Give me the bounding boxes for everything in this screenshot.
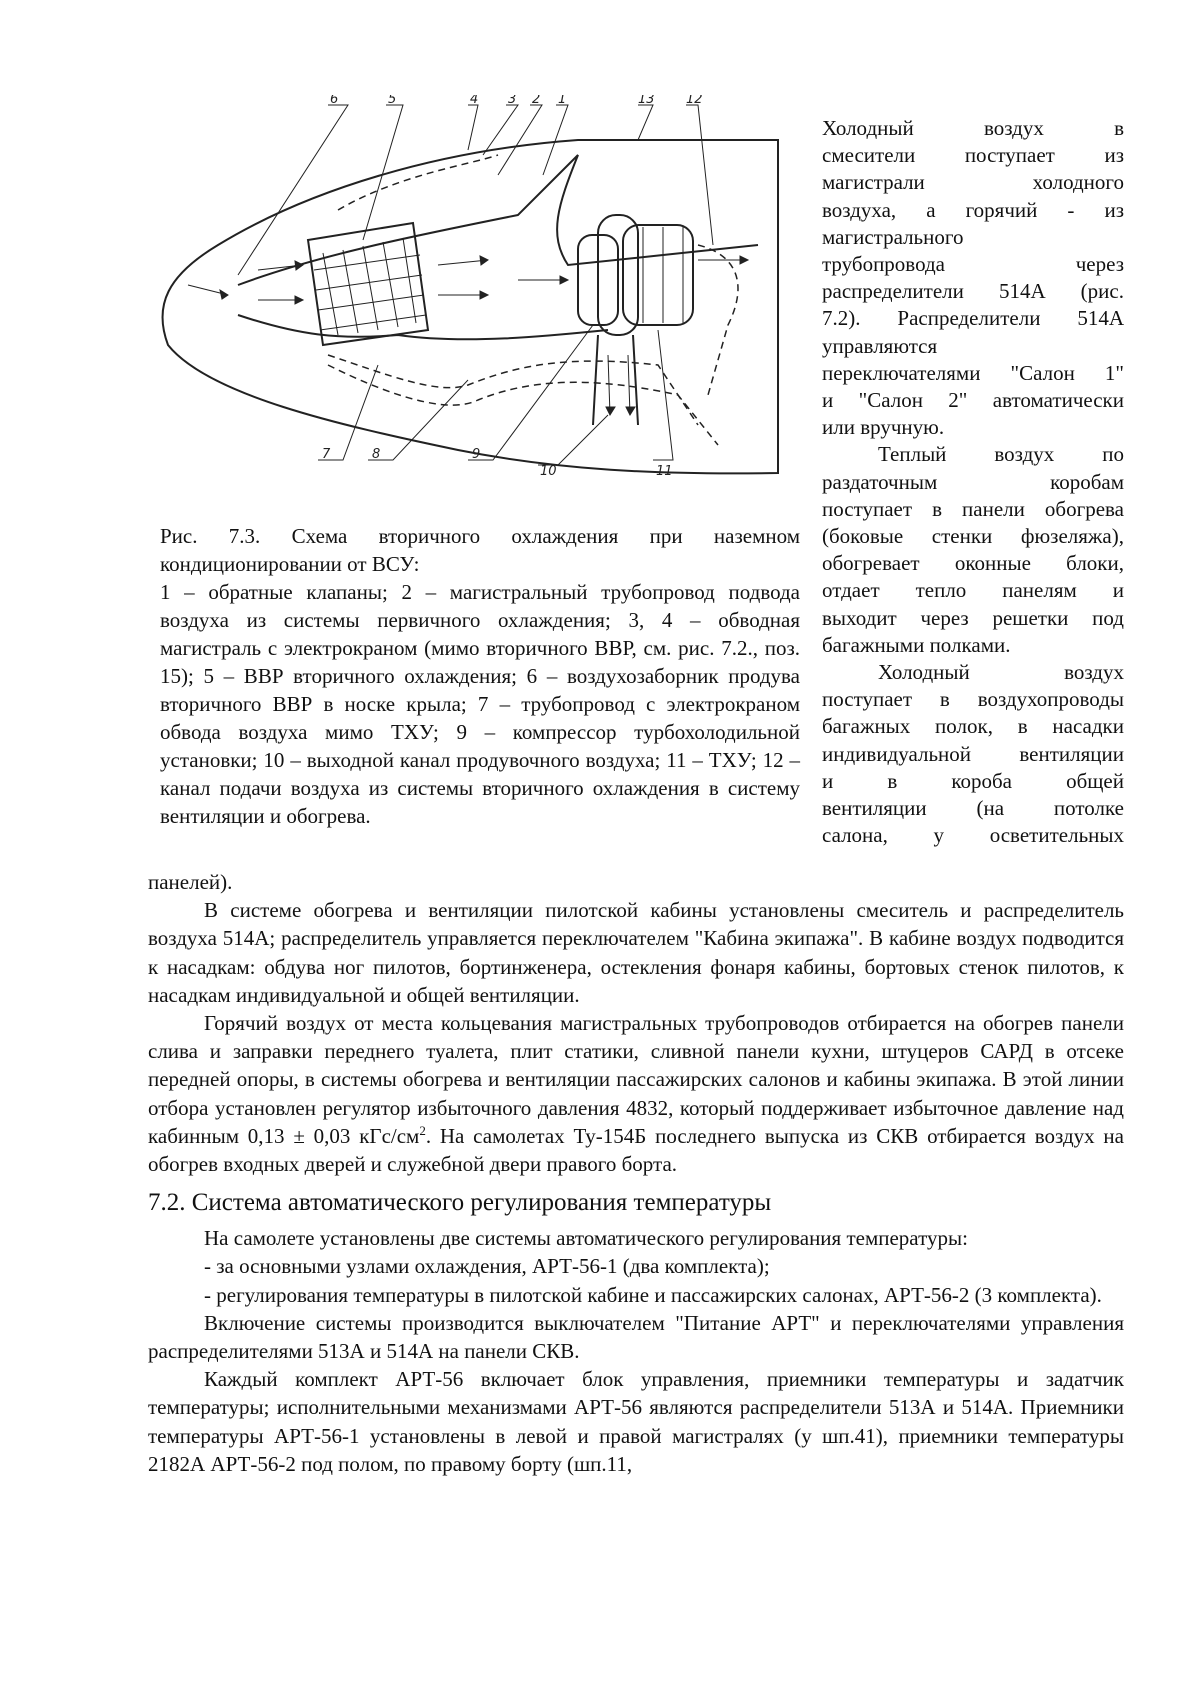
- caption-title: Рис. 7.3. Схема вторичного охлаждения при наземном кондиционировании от ВСУ:: [160, 524, 800, 576]
- heat-exchanger-vvr: [308, 223, 428, 345]
- rc-line: и в короба общей: [822, 768, 1124, 793]
- bypass-line-lower-2: [328, 365, 718, 445]
- rc-line: Холодный воздух в: [822, 116, 1124, 140]
- rc-line: Теплый воздух по: [878, 442, 1124, 467]
- label-10: 10: [540, 464, 557, 479]
- rc-line: раздаточным коробам: [822, 469, 1124, 494]
- rc-line: или вручную.: [822, 415, 945, 440]
- label-1: 1: [558, 95, 567, 107]
- label-11: 11: [656, 464, 673, 479]
- rc-line: отдает тепло панелям и: [822, 578, 1124, 603]
- rc-line: и "Салон 2" автоматически: [822, 388, 1124, 413]
- rc-line: (боковые стенки фюзеляжа),: [822, 524, 1124, 549]
- paragraph-art-56-composition: Каждый комплект АРТ-56 включает блок управления, приемники температуры и задатчик температуры; исполнительными механизмами АРТ-56 являются распределители 513А и 514А. Приемники температуры АРТ-56-1 установлены в левой и правой магистралях (у шп.41), приемники температуры 2182А АРТ-56-2 под полом, по правому борту (шп.11,: [148, 1367, 1124, 1476]
- label-8: 8: [372, 447, 381, 462]
- label-9: 9: [472, 447, 481, 462]
- rc-line: магистрального: [822, 224, 964, 249]
- rc-line: обогревает оконные блоки,: [822, 551, 1124, 576]
- label-13: 13: [638, 95, 655, 107]
- list-item-art-56-2: - регулирования температуры в пилотской кабине и пассажирских салонах, АРТ-56-2 (3 комплекта).: [204, 1282, 1102, 1307]
- paragraph-hot-air-bleed: [148, 1009, 1124, 1178]
- rc-line: переключателями "Салон 1": [822, 360, 1124, 385]
- label-12: 12: [686, 95, 703, 107]
- wing-nose-contour: [162, 140, 778, 473]
- caption-legend: 1 – обратные клапаны; 2 – магистральный трубопровод подвода воздуха из системы первичного охлаждения; 3, 4 – обводная магистраль с электрокраном (мимо вторичного ВВР, см. рис. 7.2., поз. 15); 5 – ВВР вторичного охлаждения; 6 – воздухозаборник продува вторичного ВВР в носке крыла; 7 – трубопровод с электрокраном обвода воздуха мимо ТХУ; 9 – компрессор турбохолодильной установки; 10 – выходной канал продувочного воздуха; 11 – ТХУ; 12 – канал подачи воздуха из системы вторичного охлаждения в систему вентиляции и обогрева.: [160, 580, 800, 828]
- paragraph-system-activation: Включение системы производится выключателем "Питание АРТ" и переключателями управления распределителями 513А и 514А на панели СКВ.: [148, 1310, 1124, 1364]
- rc-line: индивидуальной вентиляции: [822, 741, 1124, 766]
- paragraph-two-systems: На самолете установлены две системы автоматического регулирования температуры:: [204, 1226, 968, 1251]
- rc-line: смесители поступает из: [822, 143, 1124, 168]
- right-column-text: [822, 115, 1124, 849]
- label-4: 4: [470, 95, 479, 107]
- section-heading: 7.2. Система автоматического регулирования температуры: [148, 1189, 772, 1217]
- p2-text-a: Горячий воздух от места кольцевания магистральных трубопроводов отбирается на обогрев панели слива и заправки переднего туалета, плит статики, сливной панели кухни, штуцеров САРД в отсеке передней опоры, в системы обогрева и вентиляции пассажирских салонов и кабины экипажа. В этой линии отбора установлен регулятор избыточного давления 4832, который поддерживает избыточное давление над кабинным 0,13 ± 0,03 кГс/см: [148, 1011, 1124, 1148]
- list-item-art-56-1: - за основными узлами охлаждения, АРТ-56-1 (два комплекта);: [204, 1254, 770, 1279]
- label-5: 5: [388, 95, 397, 107]
- figure-caption: [160, 522, 800, 830]
- rc-line: багажными полками.: [822, 632, 1011, 657]
- vent-supply-line: [698, 245, 738, 395]
- inner-channel-lower: [238, 315, 608, 339]
- rc-line: багажных полок, в насадки: [822, 714, 1124, 739]
- label-2: 2: [532, 95, 541, 107]
- rc-line: воздуха, а горячий - из: [822, 197, 1124, 222]
- rc-line: управляются: [822, 333, 938, 358]
- rc-line: 7.2). Распределители 514А: [822, 306, 1124, 331]
- rc-line: поступает в воздухопроводы: [822, 687, 1124, 712]
- rc-line: салона, у осветительных: [822, 823, 1124, 848]
- bypass-line-upper: [338, 155, 498, 210]
- p2-superscript: 2: [419, 1122, 426, 1138]
- rc-line: распределители 514А (рис.: [822, 279, 1124, 304]
- label-6: 6: [330, 95, 339, 107]
- rc-line: трубопровода через: [822, 252, 1124, 277]
- figure-secondary-cooling-schematic: [138, 95, 798, 515]
- paragraph-cockpit-ventilation: В системе обогрева и вентиляции пилотской кабины установлены смеситель и распределитель воздуха 514А; распределитель управляется переключателем "Кабина экипажа". В кабине воздух подводится к насадкам: обдува ног пилотов, бортинженера, остекления фонаря кабины, бортовых стенок пилотов, к насадкам индивидуальной и общей вентиляции.: [148, 898, 1124, 1007]
- body-text: [148, 868, 1124, 1478]
- rc-line: вентиляции (на потолке: [822, 796, 1124, 821]
- rc-line: выходит через решетки под: [822, 605, 1124, 630]
- label-3: 3: [508, 95, 517, 107]
- paragraph-continuation: панелей).: [148, 870, 233, 894]
- turbo-cooling-unit: [578, 215, 693, 335]
- rc-line: магистрали холодного: [822, 170, 1124, 195]
- label-7: 7: [322, 447, 331, 462]
- rc-line: поступает в панели обогрева: [822, 496, 1124, 521]
- rc-line: Холодный воздух: [878, 660, 1124, 685]
- p2-text-b: . На самолетах Ту-154Б последнего выпуска из СКВ отбирается воздух на обогрев входных дверей и служебной двери правого борта.: [148, 1123, 1124, 1177]
- schematic-drawing: [138, 95, 798, 515]
